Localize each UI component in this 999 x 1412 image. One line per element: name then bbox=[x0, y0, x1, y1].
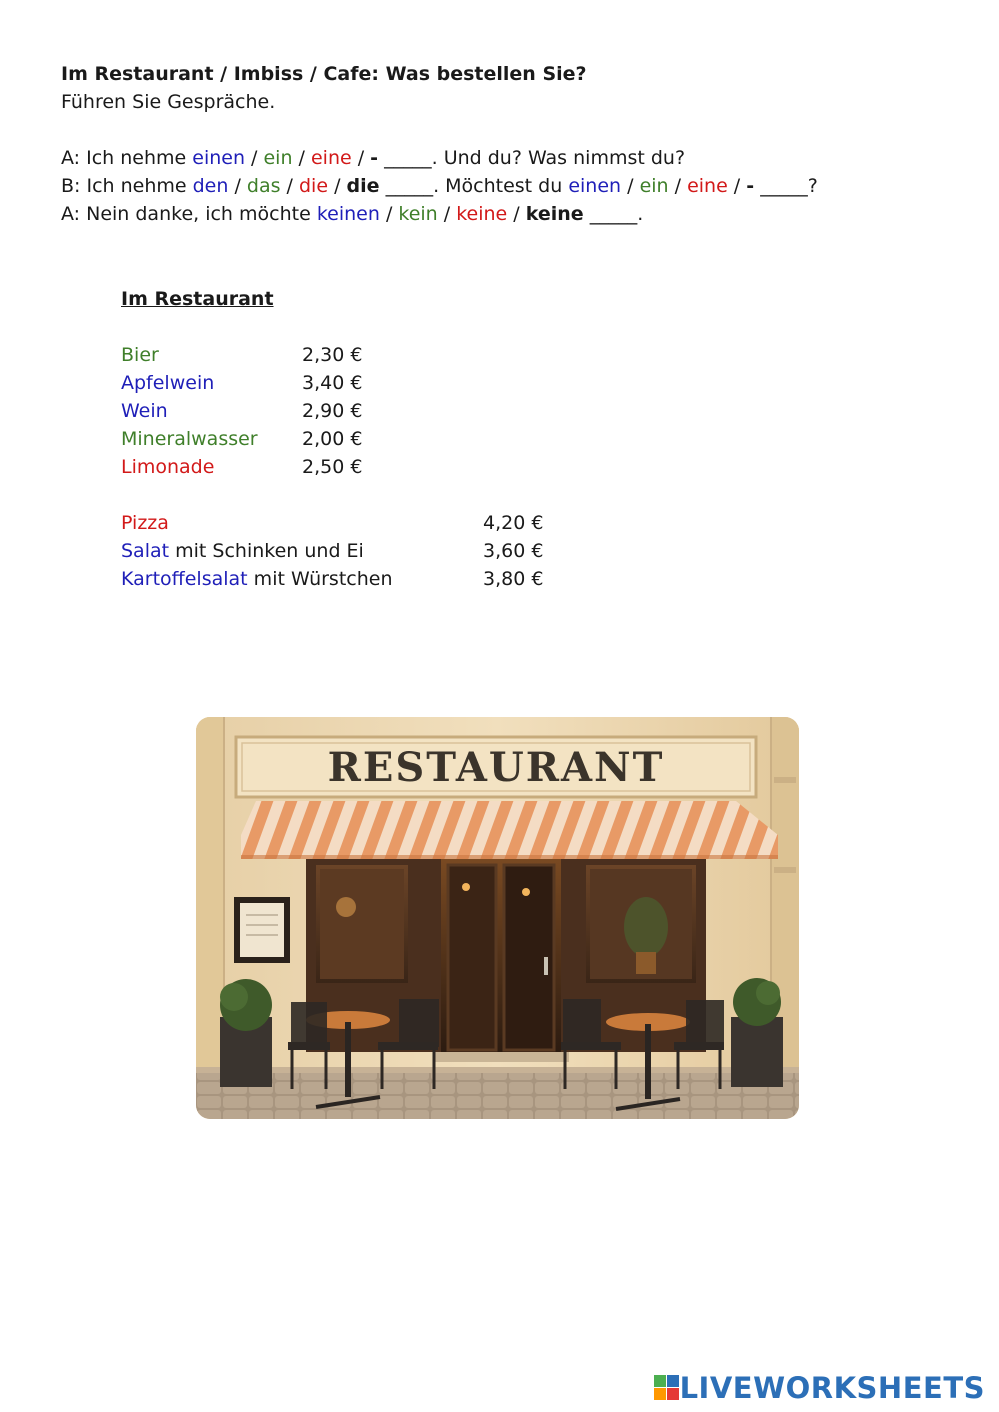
drink-name: Bier bbox=[121, 344, 159, 366]
article-masculine: keinen bbox=[316, 203, 380, 225]
separator: / bbox=[351, 147, 371, 169]
restaurant-photo bbox=[196, 717, 799, 1119]
separator: / bbox=[228, 175, 247, 197]
article-neuter: ein bbox=[263, 147, 293, 169]
menu-food-row bbox=[121, 565, 544, 593]
drink-price: 2,90 € bbox=[302, 400, 363, 422]
liveworksheets-logo bbox=[654, 1371, 985, 1405]
article-feminine: keine bbox=[456, 203, 508, 225]
article-masculine: einen bbox=[568, 175, 622, 197]
article-plural: keine bbox=[525, 203, 584, 225]
drink-name: Apfelwein bbox=[121, 372, 215, 394]
menu-drink-row bbox=[121, 397, 363, 425]
food-price: 4,20 € bbox=[483, 512, 544, 534]
food-name: Pizza bbox=[121, 512, 169, 534]
dialog-text: . Möchtest du bbox=[433, 175, 569, 197]
drink-price: 3,40 € bbox=[302, 372, 363, 394]
separator: / bbox=[245, 147, 264, 169]
drink-price: 2,50 € bbox=[302, 456, 363, 478]
drink-name: Wein bbox=[121, 400, 168, 422]
dialog-text: ? bbox=[807, 175, 818, 197]
brand-text: LIVEWORKSHEETS bbox=[679, 1371, 985, 1405]
article-neuter: ein bbox=[639, 175, 669, 197]
separator: / bbox=[379, 203, 399, 225]
article-plural: - bbox=[370, 147, 379, 169]
article-feminine: eine bbox=[687, 175, 728, 197]
menu-drink-row bbox=[121, 341, 363, 369]
dialog-text: A: Ich nehme bbox=[61, 147, 193, 169]
separator: / bbox=[507, 203, 526, 225]
menu-drink-row bbox=[121, 425, 363, 453]
article-plural: - bbox=[746, 175, 755, 197]
menu-drink-row bbox=[121, 369, 363, 397]
separator: / bbox=[328, 175, 347, 197]
dialog-line-a1 bbox=[61, 144, 818, 172]
restaurant-sign-text: RESTAURANT bbox=[327, 744, 665, 791]
separator: / bbox=[292, 147, 311, 169]
food-price: 3,60 € bbox=[483, 540, 544, 562]
separator: / bbox=[621, 175, 640, 197]
drink-name: Mineralwasser bbox=[121, 428, 258, 450]
logo-blocks-icon bbox=[654, 1375, 680, 1401]
food-description: mit Würstchen bbox=[247, 568, 393, 590]
blank-gap: _____ bbox=[589, 203, 638, 225]
blank-gap: _____ bbox=[384, 147, 432, 169]
article-masculine: einen bbox=[192, 147, 245, 169]
food-name: Kartoffelsalat bbox=[121, 568, 248, 590]
blank-gap: _____ bbox=[760, 175, 808, 197]
food-description: mit Schinken und Ei bbox=[169, 540, 364, 562]
article-neuter: kein bbox=[398, 203, 438, 225]
article-plural: die bbox=[346, 175, 380, 197]
dialog-text: . Und du? Was nimmst du? bbox=[431, 147, 686, 169]
dialog-line-a2 bbox=[61, 200, 818, 228]
separator: / bbox=[727, 175, 747, 197]
article-feminine: die bbox=[299, 175, 329, 197]
separator: / bbox=[668, 175, 688, 197]
article-feminine: eine bbox=[310, 147, 352, 169]
food-price: 3,80 € bbox=[483, 568, 544, 590]
dialog-block bbox=[61, 144, 818, 228]
blank-gap: _____ bbox=[385, 175, 434, 197]
menu-drink-row bbox=[121, 453, 363, 481]
menu-heading: Im Restaurant bbox=[121, 288, 274, 310]
restaurant-illustration bbox=[196, 717, 799, 1119]
menu-food-row bbox=[121, 509, 544, 537]
drink-price: 2,00 € bbox=[302, 428, 363, 450]
separator: / bbox=[280, 175, 299, 197]
dialog-line-b1 bbox=[61, 172, 818, 200]
dialog-text: . bbox=[637, 203, 644, 225]
separator: / bbox=[437, 203, 457, 225]
menu-food-row bbox=[121, 537, 544, 565]
dialog-text: A: Nein danke, ich möchte bbox=[61, 203, 317, 225]
article-masculine: den bbox=[192, 175, 229, 197]
drink-name: Limonade bbox=[121, 456, 215, 478]
worksheet-title: Im Restaurant / Imbiss / Cafe: Was bestellen Sie? bbox=[61, 63, 587, 85]
dialog-text: B: Ich nehme bbox=[61, 175, 193, 197]
food-name: Salat bbox=[121, 540, 170, 562]
drink-price: 2,30 € bbox=[302, 344, 363, 366]
article-neuter: das bbox=[246, 175, 281, 197]
worksheet-instruction: Führen Sie Gespräche. bbox=[61, 91, 276, 113]
